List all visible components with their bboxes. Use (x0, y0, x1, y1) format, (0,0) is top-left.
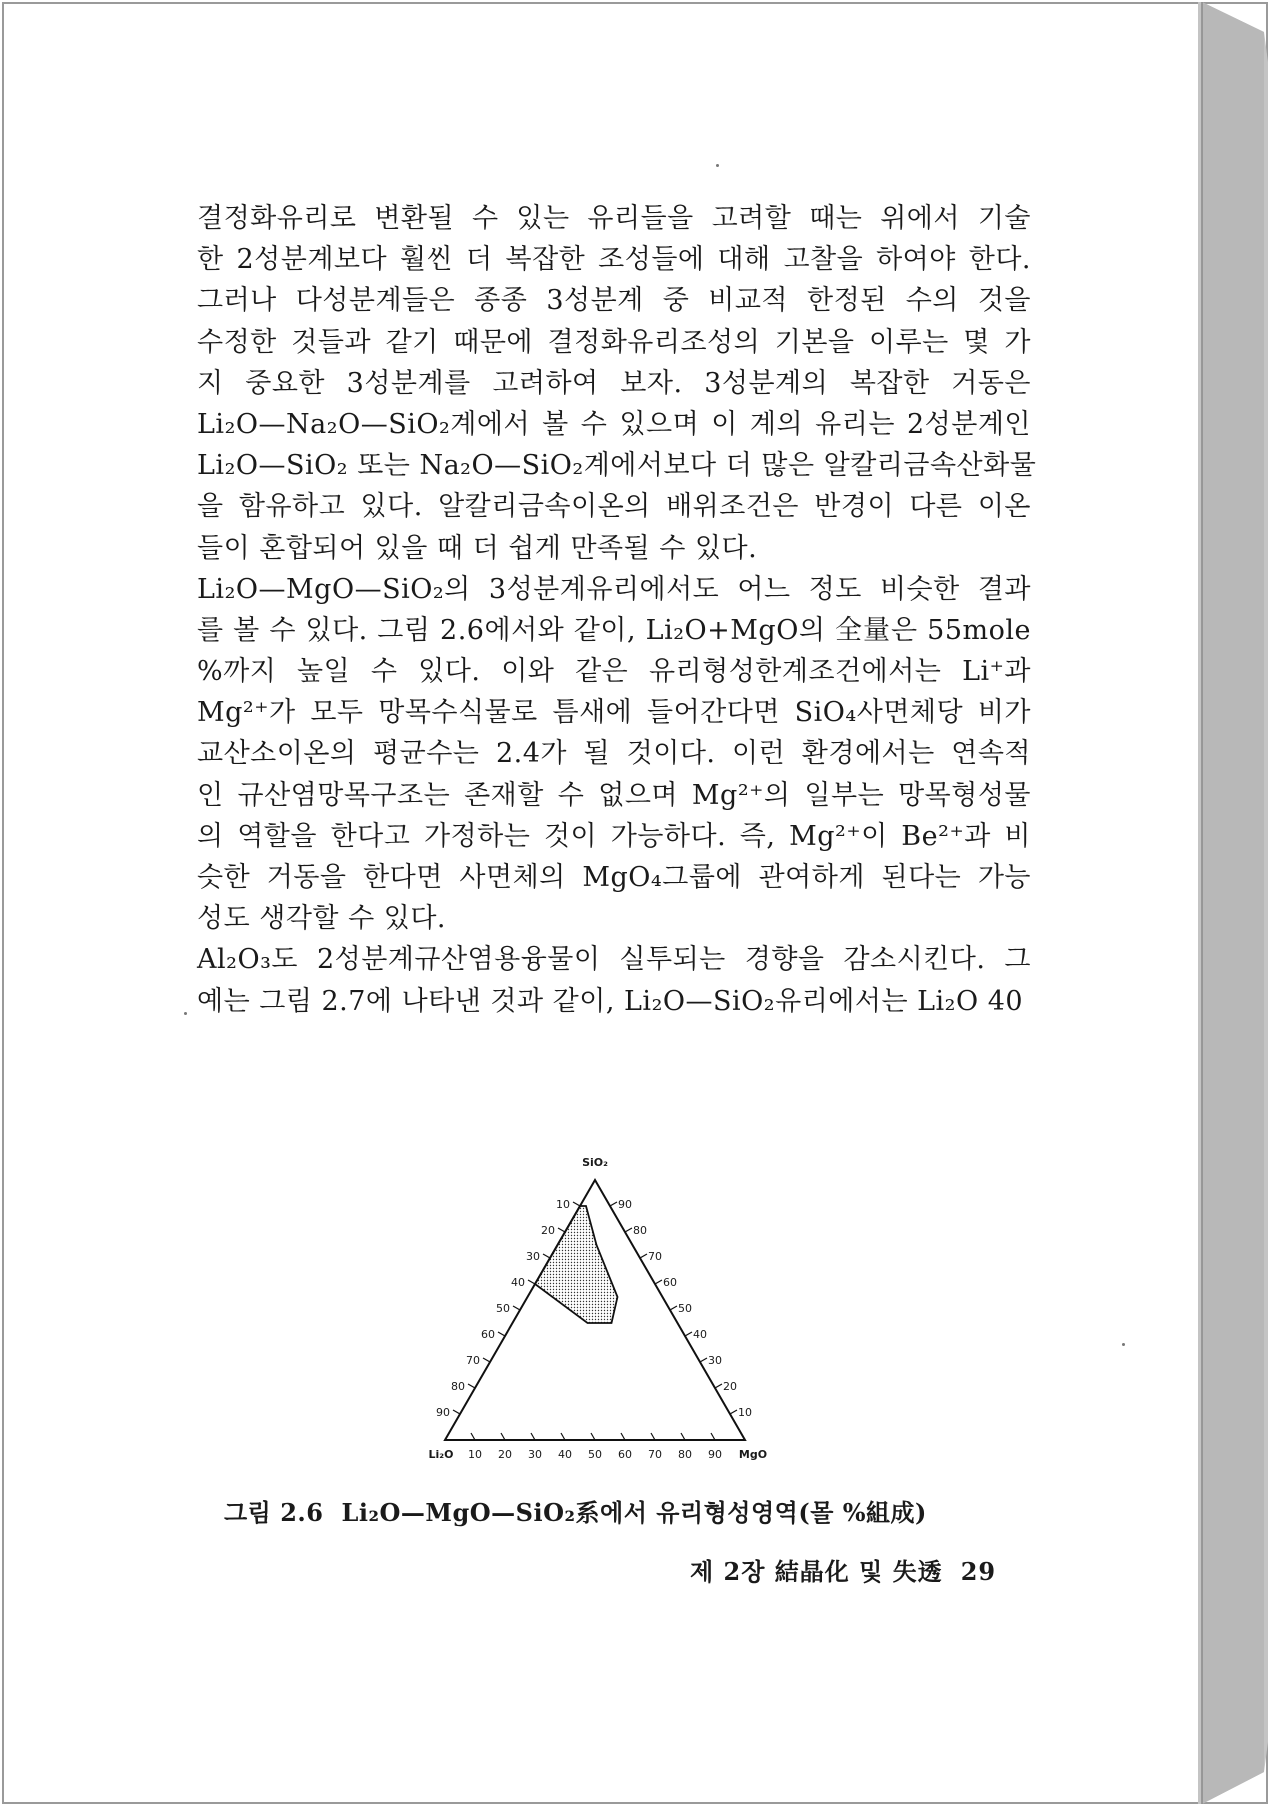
left-tick-label: 40 (511, 1276, 525, 1289)
left-tick (543, 1254, 550, 1258)
figure-caption (224, 1493, 1024, 1528)
scan-speck (1122, 1343, 1125, 1346)
text-line: Li₂O—Na₂O—SiO₂계에서 볼 수 있으며 이 계의 유리는 2성분계인 (197, 408, 1031, 440)
bottom-tick-label: 60 (618, 1448, 632, 1461)
bottom-tick-label: 30 (528, 1448, 542, 1461)
text-line: 를 볼 수 있다. 그림 2.6에서와 같이, Li₂O+MgO의 全量은 55mole (197, 614, 1031, 646)
bottom-tick-label: 10 (468, 1448, 482, 1461)
left-tick (513, 1306, 520, 1310)
figure-caption-text: Li₂O—MgO—SiO₂系에서 유리형성영역(몰 %組成) (341, 1498, 927, 1527)
text-line: 한 2성분계보다 훨씬 더 복잡한 조성들에 대해 고찰을 하여야 한다. (197, 244, 1031, 276)
bottom-tick-label: 80 (678, 1448, 692, 1461)
bottom-tick-label: 50 (588, 1448, 602, 1461)
right-tick (625, 1228, 632, 1232)
page-number: 29 (960, 1557, 997, 1586)
bottom-tick (531, 1433, 535, 1440)
right-tick-label: 70 (648, 1250, 662, 1263)
text-line: 의 역할을 한다고 가정하는 것이 가능하다. 즉, Mg²⁺이 Be²⁺과 비 (197, 820, 1031, 852)
bottom-tick (561, 1433, 565, 1440)
text-line: 수정한 것들과 같기 때문에 결정화유리조성의 기본을 이루는 몇 가 (197, 326, 1031, 358)
bottom-tick-label: 40 (558, 1448, 572, 1461)
bottom-tick-label: 70 (648, 1448, 662, 1461)
body-text (197, 198, 1037, 1022)
scan-speck (716, 164, 719, 167)
text-line: 교산소이온의 평균수는 2.4가 될 것이다. 이런 환경에서는 연속적 (197, 738, 1031, 770)
left-tick (558, 1228, 565, 1232)
scan-speck (184, 1012, 187, 1015)
text-line: 인 규산염망목구조는 존재할 수 없으며 Mg²⁺의 일부는 망목형성물 (197, 779, 1031, 811)
left-tick-label: 90 (436, 1406, 450, 1419)
text-line: 지 중요한 3성분계를 고려하여 보자. 3성분계의 복잡한 거동은 (197, 367, 1031, 399)
bottom-tick (471, 1433, 475, 1440)
figure-number: 그림 2.6 (224, 1498, 324, 1527)
right-tick (715, 1384, 722, 1388)
left-tick (453, 1410, 460, 1414)
right-tick-label: 80 (633, 1224, 647, 1237)
right-tick (685, 1332, 692, 1336)
left-tick-label: 30 (526, 1250, 540, 1263)
apex-label-li2o: Li₂O (428, 1448, 454, 1461)
left-tick-label: 80 (451, 1380, 465, 1393)
right-tick-label: 50 (678, 1302, 692, 1315)
text-line: 성도 생각할 수 있다. (197, 903, 446, 935)
bottom-tick (501, 1433, 505, 1440)
right-tick-label: 20 (723, 1380, 737, 1393)
book-edge (1198, 2, 1268, 1804)
text-line: Mg²⁺가 모두 망목수식물로 틈새에 들어간다면 SiO₄사면체당 비가 (197, 697, 1031, 729)
apex-label-mgo: MgO (738, 1448, 768, 1461)
text-line: 그러나 다성분계들은 종종 3성분계 중 비교적 한정된 수의 것을 (197, 285, 1031, 317)
right-tick (700, 1358, 707, 1362)
ternary-diagram (390, 1090, 830, 1475)
text-line: Li₂O—MgO—SiO₂의 3성분계유리에서도 어느 정도 비슷한 결과 (197, 573, 1031, 605)
bottom-tick-label: 20 (498, 1448, 512, 1461)
left-tick-label: 60 (481, 1328, 495, 1341)
text-line: 결정화유리로 변환될 수 있는 유리들을 고려할 때는 위에서 기술 (197, 203, 1031, 234)
right-tick (655, 1280, 662, 1284)
apex-label-sio2: SiO₂ (582, 1156, 608, 1169)
left-tick (483, 1358, 490, 1362)
right-tick-label: 30 (708, 1354, 722, 1367)
bottom-tick (711, 1433, 715, 1440)
chapter-title: 제 2장 結晶化 및 失透 (690, 1557, 943, 1586)
text-line: Li₂O—SiO₂ 또는 Na₂O—SiO₂계에서보다 더 많은 알칼리금속산화물 (197, 450, 1037, 482)
left-tick-label: 10 (556, 1198, 570, 1211)
left-tick-label: 20 (541, 1224, 555, 1237)
right-tick (610, 1202, 617, 1206)
text-line: 예는 그림 2.7에 나타낸 것과 같이, Li₂O—SiO₂유리에서는 Li₂O 40 (197, 985, 1024, 1017)
left-tick (573, 1202, 580, 1206)
right-tick-label: 10 (738, 1406, 752, 1419)
text-line: 을 함유하고 있다. 알칼리금속이온의 배위조건은 반경이 다른 이온 (197, 491, 1031, 523)
text-line: Al₂O₃도 2성분계규산염용융물이 실투되는 경향을 감소시킨다. 그 (197, 944, 1031, 976)
right-tick-label: 90 (618, 1198, 632, 1211)
right-tick (640, 1254, 647, 1258)
ternary-diagram-svg (390, 1090, 830, 1475)
left-tick (498, 1332, 505, 1336)
bottom-tick-label: 90 (708, 1448, 722, 1461)
left-tick-label: 50 (496, 1302, 510, 1315)
right-tick (670, 1306, 677, 1310)
right-tick-label: 60 (663, 1276, 677, 1289)
right-tick (730, 1410, 737, 1414)
right-tick-label: 40 (693, 1328, 707, 1341)
bottom-tick (591, 1433, 595, 1440)
bottom-tick (621, 1433, 625, 1440)
running-footer (690, 1552, 1010, 1587)
bottom-tick (651, 1433, 655, 1440)
left-tick-label: 70 (466, 1354, 480, 1367)
left-tick (528, 1280, 535, 1284)
text-line: 슷한 거동을 한다면 사면체의 MgO₄그룹에 관여하게 된다는 가능 (197, 862, 1031, 893)
text-line: 들이 혼합되어 있을 때 더 쉽게 만족될 수 있다. (197, 532, 758, 564)
left-tick (468, 1384, 475, 1388)
bottom-tick (681, 1433, 685, 1440)
text-line: %까지 높일 수 있다. 이와 같은 유리형성한계조건에서는 Li⁺과 (197, 656, 1031, 688)
